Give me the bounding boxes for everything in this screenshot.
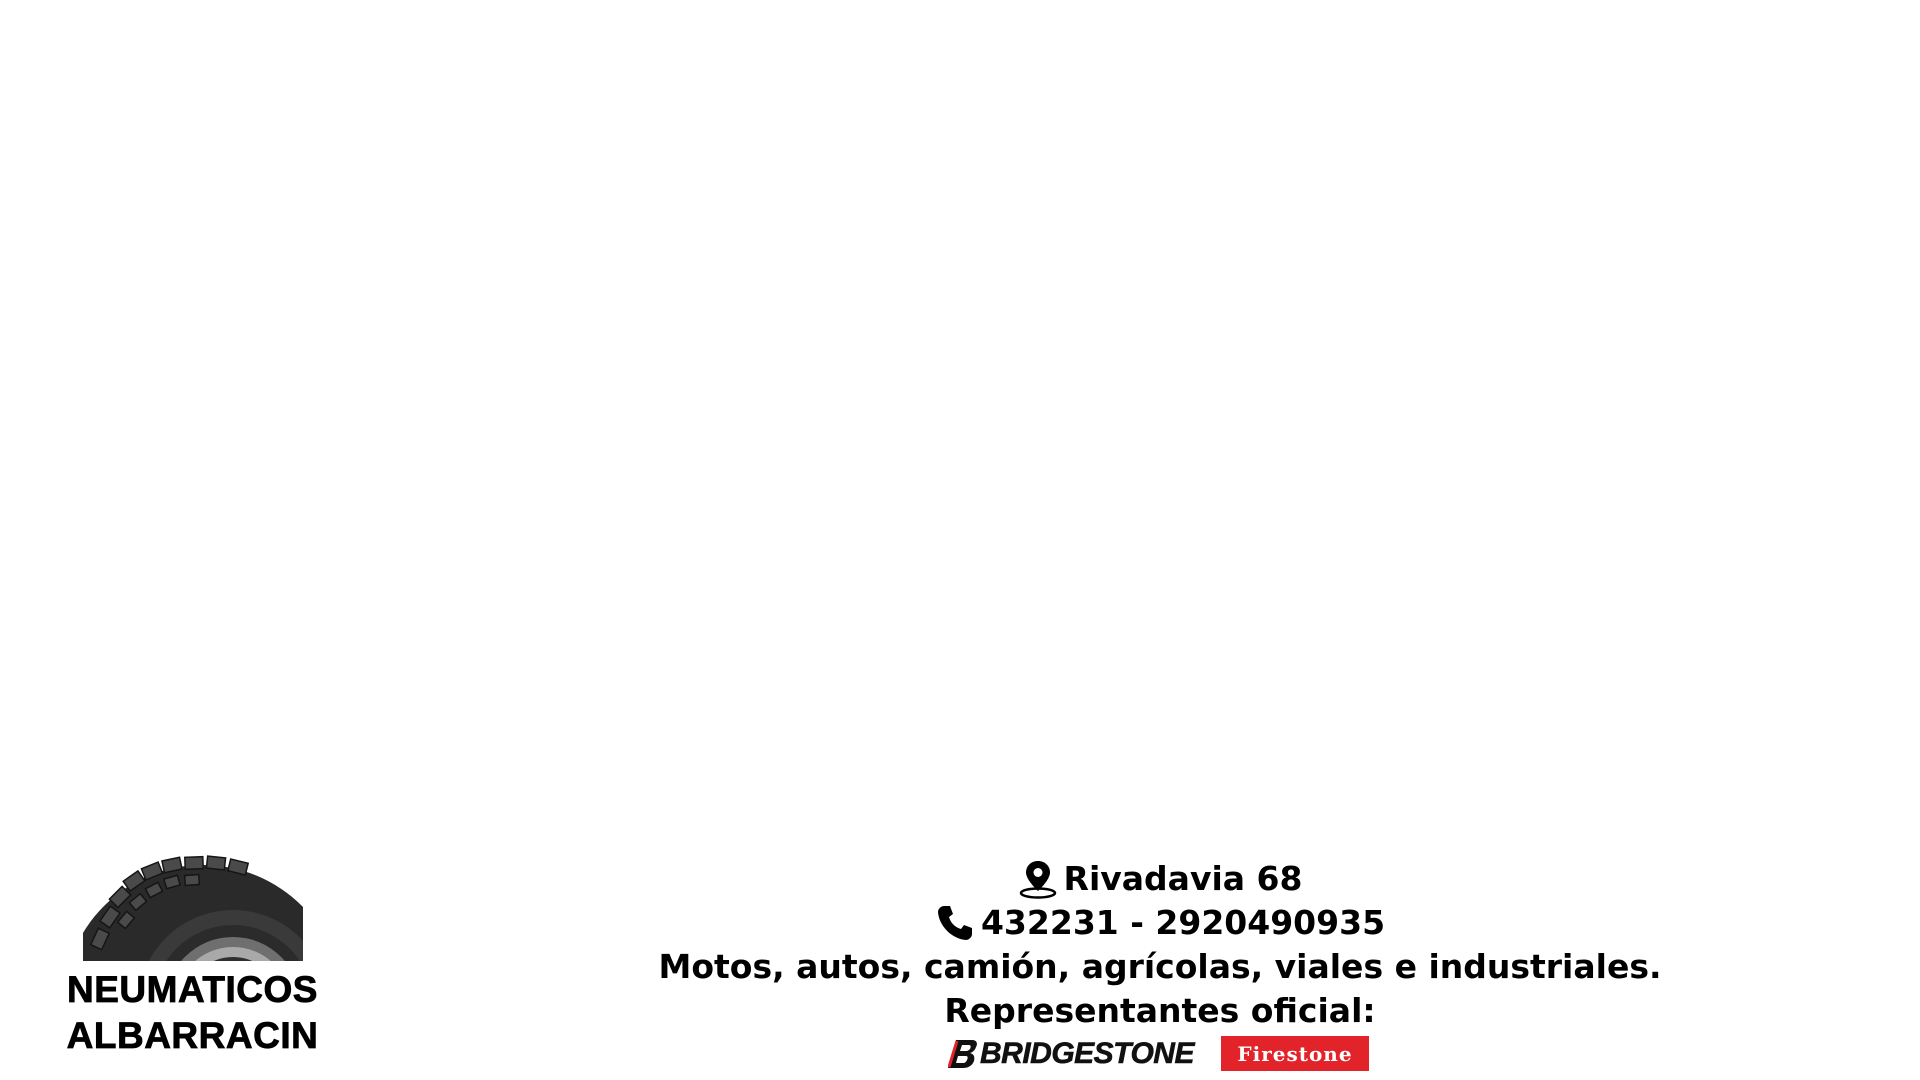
tire-icon [83,855,303,961]
services-text: Motos, autos, camión, agrícolas, viales e industriales. [658,947,1662,986]
address-line [690,857,1630,901]
services-line [658,945,1662,989]
phone-icon [935,903,975,943]
map-pin-icon [1018,859,1058,899]
partner-logos [948,1036,1378,1074]
contact-info [658,857,1662,1033]
representatives-line [690,989,1630,1033]
phone-line [690,901,1630,945]
address-text: Rivadavia 68 [1063,859,1303,898]
bridgestone-text: BRIDGESTONE [980,1037,1194,1070]
brand-logo [55,855,335,1065]
brand-name-line2: ALBARRACIN [66,1015,319,1056]
phone-text: 432231 - 2920490935 [980,903,1386,942]
bridgestone-b-mark [948,1038,978,1070]
brand-name [55,967,330,1059]
firestone-text: Firestone [1237,1041,1353,1066]
bridgestone-logo [948,1036,1198,1072]
brand-name-line1: NEUMATICOS [67,969,318,1010]
firestone-logo [1221,1036,1369,1071]
representatives-label: Representantes oficial: [944,991,1376,1030]
